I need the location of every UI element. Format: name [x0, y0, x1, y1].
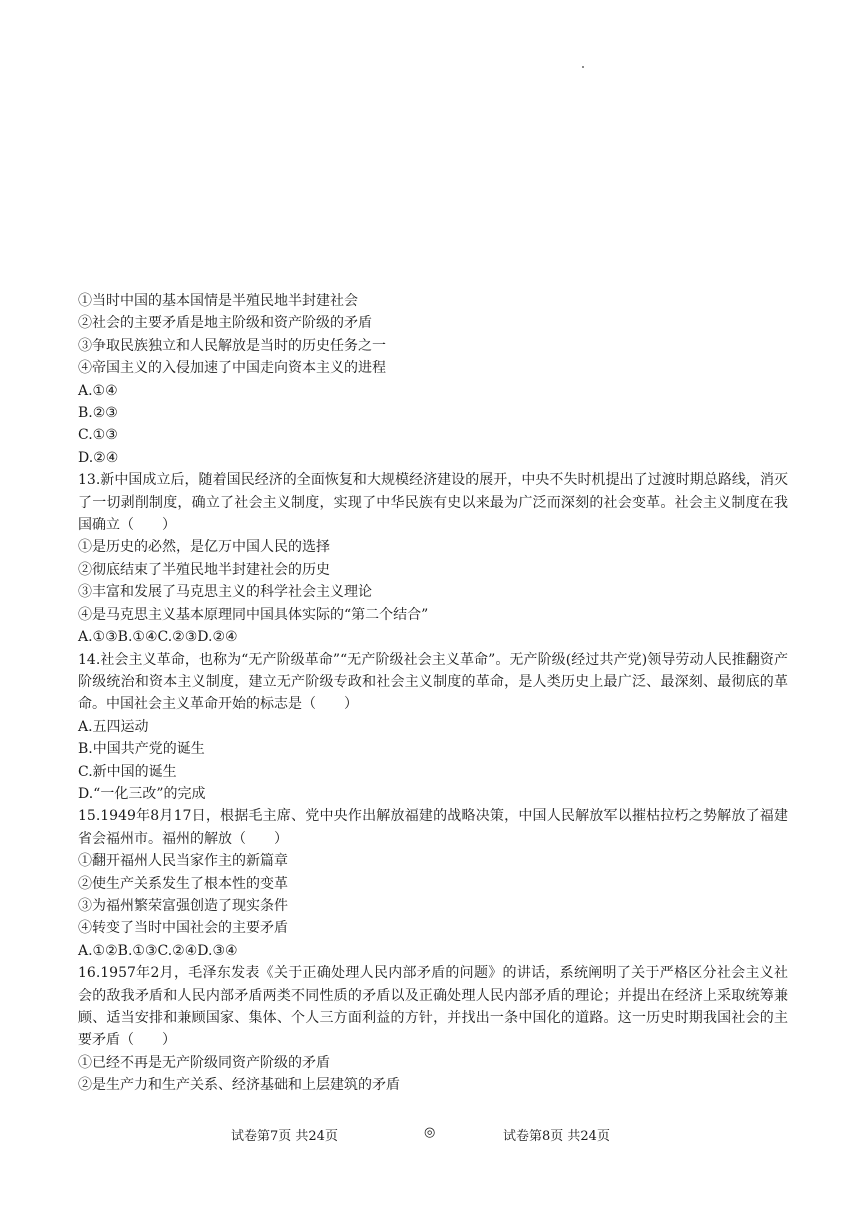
q15-stem: 15.1949年8月17日，根据毛主席、党中央作出解放福建的战略决策，中国人民解放军以摧枯拉朽之势解放了福建省会福州市。福州的解放（ ） [78, 808, 788, 847]
q13-option-4: ④是马克思主义基本原理同中国具体实际的“第二个结合” [78, 606, 429, 623]
q15-choices: A.①②B.①③C.②④D.③④ [78, 942, 238, 959]
q15-option-3: ③为福州繁荣富强创造了现实条件 [78, 897, 288, 914]
q14-choice-d: D.“一化三改”的完成 [78, 785, 206, 802]
q15-option-4: ④转变了当时中国社会的主要矛盾 [78, 920, 288, 937]
header-dot [582, 66, 584, 68]
footer-center-mark: ◎ [424, 1125, 436, 1140]
q15-option-2: ②使生产关系发生了根本性的变革 [78, 875, 288, 892]
q14-choice-a: A.五四运动 [78, 718, 149, 735]
q12-option-1: ①当时中国的基本国情是半殖民地半封建社会 [78, 293, 358, 309]
q12-choice-c: C.①③ [78, 427, 118, 444]
q12-option-3: ③争取民族独立和人民解放是当时的历史任务之一 [78, 337, 386, 354]
q13-stem: 13.新中国成立后，随着国民经济的全面恢复和大规模经济建设的展开，中央不失时机提出了过渡时期总路线，消灭了一切剥削制度，确立了社会主义制度，实现了中华民族有史以来最为广泛而深刻的社会变革。社会主义制度在我国确立（ ） [78, 472, 788, 534]
q13-choices: A.①③B.①④C.②③D.②④ [78, 629, 238, 646]
q15-option-1: ①翻开福州人民当家作主的新篇章 [78, 853, 288, 870]
q13-option-3: ③丰富和发展了马克思主义的科学社会主义理论 [78, 584, 372, 601]
q16-option-1: ①已经不再是无产阶级同资产阶级的矛盾 [78, 1054, 330, 1071]
q14-choice-c: C.新中国的诞生 [78, 763, 177, 780]
q12-option-2: ②社会的主要矛盾是地主阶级和资产阶级的矛盾 [78, 315, 372, 332]
q16-option-2: ②是生产力和生产关系、经济基础和上层建筑的矛盾 [78, 1077, 400, 1094]
q14-choice-b: B.中国共产党的诞生 [78, 741, 205, 758]
q12-option-4: ④帝国主义的入侵加速了中国走向资本主义的进程 [78, 360, 386, 377]
q12-choice-b: B.②③ [78, 405, 118, 422]
q13-option-1: ①是历史的必然，是亿万中国人民的选择 [78, 539, 330, 556]
footer-page-right: 试卷第8页 共24页 [503, 1129, 610, 1144]
footer-page-left: 试卷第7页 共24页 [231, 1129, 338, 1144]
q12-choice-d: D.②④ [78, 449, 119, 466]
q14-stem: 14.社会主义革命，也称为“无产阶级革命”“无产阶级社会主义革命”。无产阶级(经过共产党)领导劳动人民推翻资产阶级统治和资本主义制度，建立无产阶级专政和社会主义制度的革命，是人类历史上最广泛、最深刻、最彻底的革命。中国社会主义革命开始的标志是（ ） [78, 651, 788, 713]
page-footer [0, 1125, 860, 1145]
q12-choice-a: A.①④ [78, 382, 118, 399]
q16-stem: 16.1957年2月，毛泽东发表《关于正确处理人民内部矛盾的问题》的讲话，系统阐明了关于严格区分社会主义社会的敌我矛盾和人民内部矛盾两类不同性质的矛盾以及正确处理人民内部矛盾的理论；并提出在经济上采取统筹兼顾、适当安排和兼顾国家、集体、个人三方面利益的方针，并找出一条中国化的道路。这一历史时期我国社会的主要矛盾（ ） [78, 965, 788, 1049]
q13-option-2: ②彻底结束了半殖民地半封建社会的历史 [78, 561, 330, 578]
exam-content [78, 290, 788, 1097]
